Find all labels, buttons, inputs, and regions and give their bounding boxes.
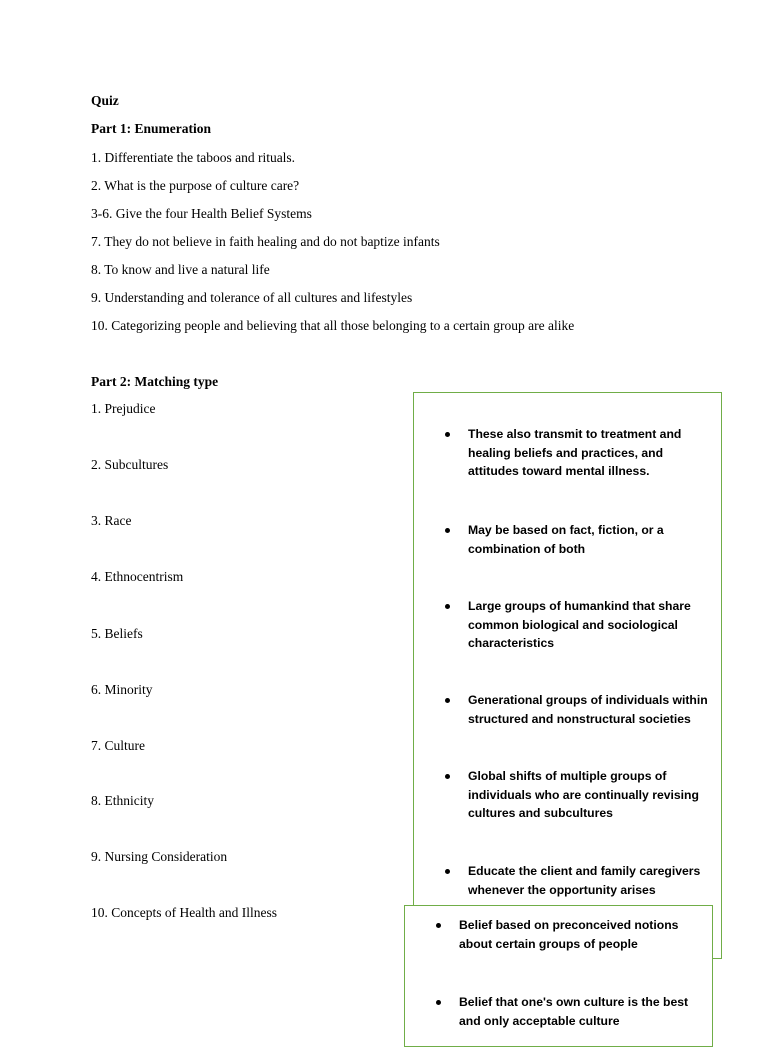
part1-item: 3-6. Give the four Health Belief Systems [91,206,312,221]
definition-text: Belief that one's own culture is the best and only acceptable culture [459,995,689,1028]
definitions-box-continued [404,905,713,1047]
part1-item: 10. Categorizing people and believing that all those belonging to a certain group are alike [91,318,575,333]
matching-term: 1. Prejudice [91,401,156,416]
part1-item: 1. Differentiate the taboos and rituals. [91,150,296,165]
definition-text: Belief based on preconceived notions about certain groups of people [459,918,679,951]
bullet-icon [445,869,450,874]
matching-term: 3. Race [91,513,132,528]
definition-text: Generational groups of individuals within structured and nonstructural societies [468,693,708,726]
matching-term: 7. Culture [91,738,145,753]
part1-item: 8. To know and live a natural life [91,262,270,277]
quiz-title: Quiz [91,93,119,108]
matching-term: 5. Beliefs [91,626,143,641]
matching-term: 4. Ethnocentrism [91,569,184,584]
bullet-icon [445,528,450,533]
bullet-icon [445,698,450,703]
part1-heading: Part 1: Enumeration [91,121,211,136]
definition-text: Educate the client and family caregivers whenever the opportunity arises [468,864,701,897]
part1-item: 7. They do not believe in faith healing and do not baptize infants [91,234,440,249]
bullet-icon [445,432,450,437]
matching-term: 10. Concepts of Health and Illness [91,905,277,920]
bullet-icon [445,604,450,609]
matching-term: 2. Subcultures [91,457,169,472]
matching-term: 8. Ethnicity [91,793,154,808]
bullet-icon [436,1000,441,1005]
part2-heading: Part 2: Matching type [91,374,219,389]
definition-text: Global shifts of multiple groups of individuals who are continually revising cultures and subcultures [468,769,699,821]
definition-text: Large groups of humankind that share common biological and sociological characteristics [468,599,691,651]
bullet-icon [445,774,450,779]
part1-item: 9. Understanding and tolerance of all cultures and lifestyles [91,290,413,305]
part1-item: 2. What is the purpose of culture care? [91,178,300,193]
definitions-box [413,392,722,959]
definition-text: May be based on fact, fiction, or a combination of both [468,523,664,556]
matching-term: 9. Nursing Consideration [91,849,228,864]
bullet-icon [436,923,441,928]
definition-text: These also transmit to treatment and healing beliefs and practices, and attitudes toward mental illness. [468,427,682,479]
matching-term: 6. Minority [91,682,153,697]
